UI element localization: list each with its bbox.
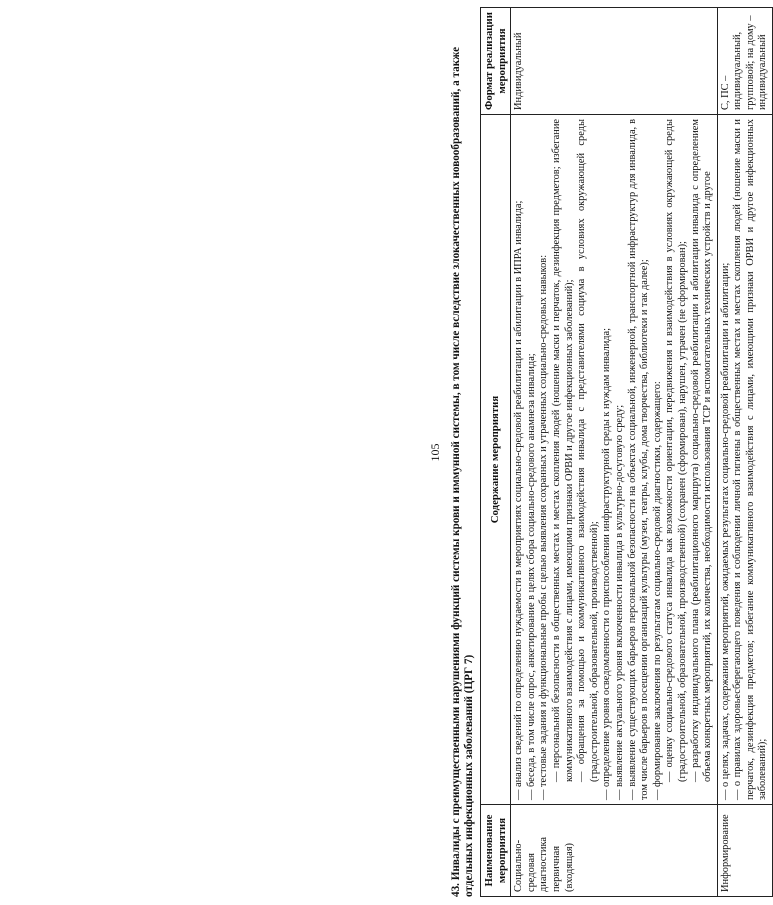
content-line: — о правилах здоровьесберегающего поведения и соблюдении личной гигиены в общественных местах и местах скопления людей (ношение маски и перчаток, дезинфекция предметов; избегание коммуникативного взаимодействия с лицами, имеющими признаки ОРВИ и другое инфекционных заболеваний);	[732, 119, 769, 800]
measures-table	[480, 7, 773, 897]
table-header-row	[481, 8, 511, 897]
cell-format: Индивидуальный	[511, 8, 718, 115]
content-line: — беседа, в том числе опрос, анкетирование в целях сбора социально-средового анамнеза инвалида;	[525, 353, 537, 800]
content-line: — персональной безопасности в общественных местах и местах скопления людей (ношение маски и перчаток, дезинфекция предметов; избегание коммуникативного взаимодействия с лицами, имеющими признаки ОРВИ и другое инфекционных заболеваний);	[550, 119, 575, 782]
section-heading: 43. Инвалиды с преимущественными нарушениями функций системы крови и иммунной системы, в том числе вследствие злокачественных новообразований, а также отдельных инфекционных заболеваний (ЦРГ 7)	[450, 46, 475, 897]
header-name: Наименование мероприятия	[481, 805, 511, 897]
content-line: — анализ сведений по определению нуждаемости в мероприятиях социально-средовой реабилитации и абилитации в ИПРА инвалида;	[513, 200, 525, 800]
content-line: — тестовые задания и функциональные пробы с целью выявления сохранных и утраченных социально-средовых навыков:	[538, 254, 550, 800]
content-line: — выявление существующих барьеров персональной безопасности на объектах социальной, инженерной, транспортной инфраструктур для инвалида, в том числе барьеров в посещении организаций культуры (музеи, театры, клубы, дома творчества, библиотеки и так далее);	[626, 119, 651, 800]
cell-content	[717, 115, 772, 805]
content-line: — разработку индивидуального плана (реабилитационного маршрута) социально-средовой реабилитации и абилитации инвалида с определением объема конкретных мероприятий, их количества, необходимости использования ТСР и вспомогательных технических устройств и другое	[689, 119, 714, 782]
cell-content	[511, 115, 718, 805]
content-line: — обращения за помощью и коммуникативного взаимодействия инвалида с представителями социума в условиях окружающей среды (градостроительной, образовательной, производственной);	[576, 119, 600, 782]
content-line: — формирование заключения по результатам социально-средовой диагностики, содержащего:	[651, 381, 663, 800]
table-body	[511, 8, 773, 897]
header-content: Содержание мероприятия	[481, 115, 511, 805]
cell-format: С, ПС – индивидуальный, групповой; на дому – индивидуальный	[717, 8, 772, 115]
page-number: 105	[428, 443, 442, 462]
table-row	[511, 8, 718, 897]
header-format: Формат реализации мероприятия	[481, 8, 511, 115]
content-line: — о целях, задачах, содержании мероприятий, ожидаемых результатах социально-средовой реабилитации и абилитации;	[719, 262, 731, 800]
table-row	[717, 8, 772, 897]
cell-name: Социально-средовая диагностика первичная (входящая)	[511, 805, 718, 897]
content-line: — оценку социально-средового статуса инвалида как возможности ориентации, передвижения и взаимодействия в условиях окружающей среды (градостроительной, образовательной, производственной) (сохранен (сформирован), нарушен, утрачен (не сформирован);	[664, 119, 688, 782]
content-line: — выявление актуального уровня включенности инвалида в культурно-досуговую среду;	[613, 404, 625, 800]
content-line: — определение уровня осведомленности о приспособлении инфраструктурной среды к нуждам инвалида;	[601, 327, 613, 800]
cell-name: Информирование	[717, 805, 772, 897]
